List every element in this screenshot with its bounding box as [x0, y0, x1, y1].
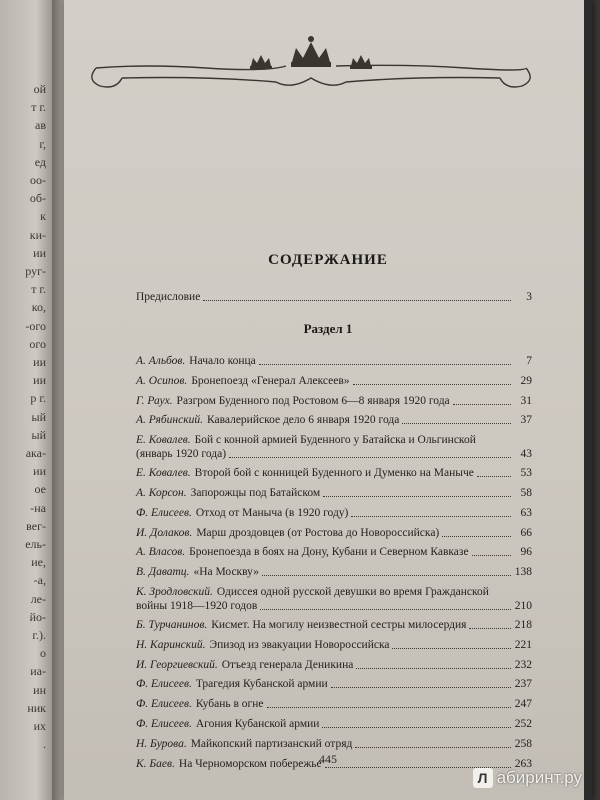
toc-entry-author: Ф. Елисеев.	[136, 698, 192, 711]
toc-entry-page: 29	[520, 374, 532, 387]
toc-entry-title: Эпизод из эвакуации Новороссийска	[209, 638, 390, 651]
toc-entry-title: Запорожцы под Батайском	[190, 487, 321, 499]
section-title: Раздел 1	[303, 321, 353, 336]
toc-leader-dots	[323, 496, 511, 497]
left-page-text-fragment: ии	[33, 464, 46, 479]
toc-entry-page: 96	[520, 546, 532, 559]
left-page-text-fragment: их	[33, 719, 46, 733]
toc-entry-page: 7	[526, 355, 532, 367]
left-page-text-fragment: т г.	[31, 100, 46, 115]
toc-entry-page: 66	[520, 526, 532, 539]
toc-entry-author: Ф. Елисеев.	[136, 506, 192, 519]
toc-entry-title: Предисловие	[136, 291, 201, 303]
toc-leader-dots	[453, 404, 511, 405]
left-page-text-fragment: ии	[33, 373, 46, 388]
toc-entry-author: В. Даватц.	[136, 566, 190, 579]
toc-leader-dots	[356, 668, 511, 669]
left-page-text-fragment: об-	[29, 191, 46, 206]
toc-entry-title: Агония Кубанской армии	[195, 718, 320, 730]
left-page-text-fragment: -ого	[25, 318, 46, 333]
toc-leader-dots	[331, 687, 511, 688]
toc-leader-dots	[259, 364, 511, 365]
toc-entry-author: Г. Раух.	[136, 394, 173, 407]
toc-leader-dots	[355, 747, 511, 748]
toc-leader-dots	[442, 536, 511, 537]
toc-entry-title: Кисмет. На могилу неизвестной сестры милосердия	[211, 619, 467, 631]
page-heading: СОДЕРЖАНИЕ	[268, 252, 388, 268]
toc-leader-dots	[469, 628, 511, 629]
toc-entry-author: А. Корсон.	[136, 487, 187, 499]
toc-entry-title: Одиссея одной русской девушки во время Гражданской	[216, 586, 489, 598]
toc-entry	[136, 717, 532, 731]
toc-entry-author: И. Долаков.	[136, 526, 193, 539]
toc-entry-page: 210	[514, 600, 532, 612]
labirint-logo-icon: Л	[473, 768, 493, 788]
left-page-text-fragment: ой	[33, 82, 46, 96]
toc-entry-author: К. Зродловский.	[136, 586, 213, 598]
book-page	[64, 0, 592, 800]
toc-entry-page: 37	[520, 414, 532, 427]
toc-entry	[136, 585, 532, 613]
toc-entry-page: 43	[520, 448, 532, 461]
toc-entry-title-continued: войны 1918—1920 годов	[136, 600, 258, 612]
toc-leader-dots	[392, 648, 511, 649]
left-page-text-fragment: вег-	[26, 518, 46, 533]
left-page-text-fragment: ед	[34, 154, 46, 169]
toc-entry-title: Кавалерийское дело 6 января 1920 года	[206, 414, 400, 427]
left-page-text-fragment: ин	[33, 682, 46, 697]
toc-entry-title-continued: (январь 1920 года)	[136, 448, 227, 461]
toc-entry	[136, 290, 532, 304]
left-page-text-fragment: ле-	[30, 591, 46, 606]
toc-entry-title: Марш дроздовцев (от Ростова до Новороссийска)	[196, 526, 440, 539]
toc-entry-author: А. Рябинский.	[136, 414, 203, 427]
toc-entry	[136, 413, 532, 427]
toc-leader-dots	[472, 555, 511, 556]
toc-entry	[136, 394, 532, 408]
left-page-text-fragment: к	[40, 209, 46, 224]
toc-leader-dots	[353, 384, 511, 385]
toc-entry-title: Майкопский партизанский отряд	[190, 737, 353, 750]
toc-entry-title: Отъезд генерала Деникина	[221, 658, 354, 671]
left-page-text-fragment: ко,	[31, 300, 46, 315]
toc-entry	[136, 618, 532, 632]
toc-entry-page: 3	[526, 291, 532, 303]
page-number: 445	[319, 752, 337, 766]
left-page-text-fragment: ака-	[25, 446, 46, 460]
toc-leader-dots	[203, 300, 511, 301]
toc-entry-page: 247	[514, 698, 532, 711]
toc-leader-dots	[351, 516, 511, 517]
toc-entry-title: Отход от Маныча (в 1920 году)	[195, 506, 349, 519]
toc-leader-dots	[477, 476, 511, 477]
toc-entry	[136, 486, 532, 500]
toc-entry	[136, 697, 532, 711]
left-page-text-fragment: г,	[39, 136, 46, 151]
toc-entry-page: 58	[520, 487, 532, 499]
toc-leader-dots	[402, 423, 511, 424]
toc-entry	[136, 374, 532, 388]
toc-entry-author: Ф. Елисеев.	[136, 718, 192, 730]
left-page-text-fragment: -на	[30, 500, 46, 515]
toc-entry-author: Н. Каринский.	[136, 638, 206, 651]
left-page-text-fragment: р г.	[30, 391, 46, 406]
toc-entry	[136, 658, 532, 672]
left-page-text-fragment: т г.	[31, 282, 46, 297]
left-page-text-fragment: иа-	[30, 664, 46, 679]
toc-entry-title: Бой с конной армией Буденного у Батайска и Ольгинской	[194, 434, 476, 447]
toc-leader-dots	[322, 727, 511, 728]
toc-entry	[136, 354, 532, 368]
left-page-text-fragment: оо-	[30, 173, 46, 187]
left-page-text-fragment: .	[43, 737, 46, 752]
left-page-text-fragment: ель-	[25, 537, 46, 551]
toc-entry-author: А. Осипов.	[136, 374, 188, 387]
left-page-text-fragment: -а,	[33, 573, 46, 588]
toc-entry-author: И. Георгиевский.	[136, 658, 218, 671]
toc-entry-page: 263	[514, 757, 532, 770]
toc-entry-title: Трагедия Кубанской армии	[195, 678, 328, 691]
left-page-text-fragment: ки-	[29, 227, 46, 242]
left-page-text-fragment: ого	[29, 336, 46, 351]
left-page-text-fragment: йо-	[29, 609, 46, 624]
toc-entry	[136, 638, 532, 652]
toc-entry	[136, 506, 532, 520]
left-page-text-fragment: ии	[33, 245, 46, 260]
left-page-text-fragment: ав	[35, 118, 46, 133]
toc-entry-title: Кубань в огне	[195, 698, 264, 711]
toc-entry-title: Разгром Буденного под Ростовом 6—8 января 1920 года	[176, 394, 450, 407]
toc-entry-title: На Черноморском побережье	[178, 757, 322, 770]
toc-entry	[136, 433, 532, 461]
toc-entry-page: 237	[514, 678, 532, 691]
left-page-text-fragment: ый	[31, 427, 46, 442]
toc-entry-page: 63	[520, 506, 532, 519]
toc-entry-page: 258	[514, 737, 532, 750]
toc-entry-title: Второй бой с конницей Буденного и Думенко на Маныче	[194, 467, 474, 480]
toc-entry	[136, 545, 532, 559]
toc-entry-author: Е. Ковалев.	[136, 434, 191, 447]
toc-entry-page: 53	[520, 467, 532, 480]
table-of-contents	[64, 0, 592, 800]
toc-entry-page: 218	[514, 619, 532, 631]
toc-entry-page: 252	[514, 718, 532, 730]
toc-entry-author: Н. Бурова.	[136, 737, 187, 750]
left-page-text-fragment: руг-	[25, 264, 46, 278]
toc-entry-title: «На Москву»	[193, 566, 259, 579]
toc-leader-dots	[260, 609, 511, 610]
left-page-text-fragment: г.).	[32, 628, 46, 642]
toc-entry	[136, 565, 532, 579]
toc-entry	[136, 526, 532, 540]
toc-entry-title: Бронепоезда в боях на Дону, Кубани и Северном Кавказе	[189, 546, 469, 559]
toc-entry-author: Е. Ковалев.	[136, 467, 191, 480]
toc-entry-author: Ф. Елисеев.	[136, 678, 192, 691]
toc-entry-title: Бронепоезд «Генерал Алексеев»	[191, 374, 350, 387]
left-page-text-fragment: о	[40, 646, 46, 661]
left-page-text-fragment: ый	[31, 409, 46, 424]
toc-entry-page: 232	[514, 658, 532, 671]
toc-entry	[136, 466, 532, 480]
watermark	[473, 768, 582, 788]
toc-leader-dots	[267, 707, 512, 708]
toc-entry	[136, 677, 532, 691]
toc-entry-page: 221	[514, 638, 532, 651]
left-facing-page	[0, 0, 52, 800]
toc-entry-title: Начало конца	[189, 355, 256, 367]
toc-entry-author: К. Баев.	[136, 757, 175, 770]
toc-entry-page: 31	[520, 394, 532, 407]
watermark-text: абиринт.ру	[496, 768, 582, 787]
toc-entry-author: А. Альбов.	[136, 355, 186, 367]
left-page-text-fragment: ое	[34, 482, 46, 497]
toc-entry	[136, 737, 532, 751]
left-page-text-fragment: ие,	[31, 555, 46, 570]
left-page-text-fragment: ии	[33, 355, 46, 369]
toc-entry-page: 138	[514, 566, 532, 579]
toc-leader-dots	[262, 575, 511, 576]
toc-entry-author: А. Власов.	[136, 546, 186, 559]
toc-leader-dots	[229, 457, 511, 458]
left-page-text-fragment: ник	[27, 700, 46, 715]
toc-entry-author: Б. Турчанинов.	[136, 619, 208, 631]
